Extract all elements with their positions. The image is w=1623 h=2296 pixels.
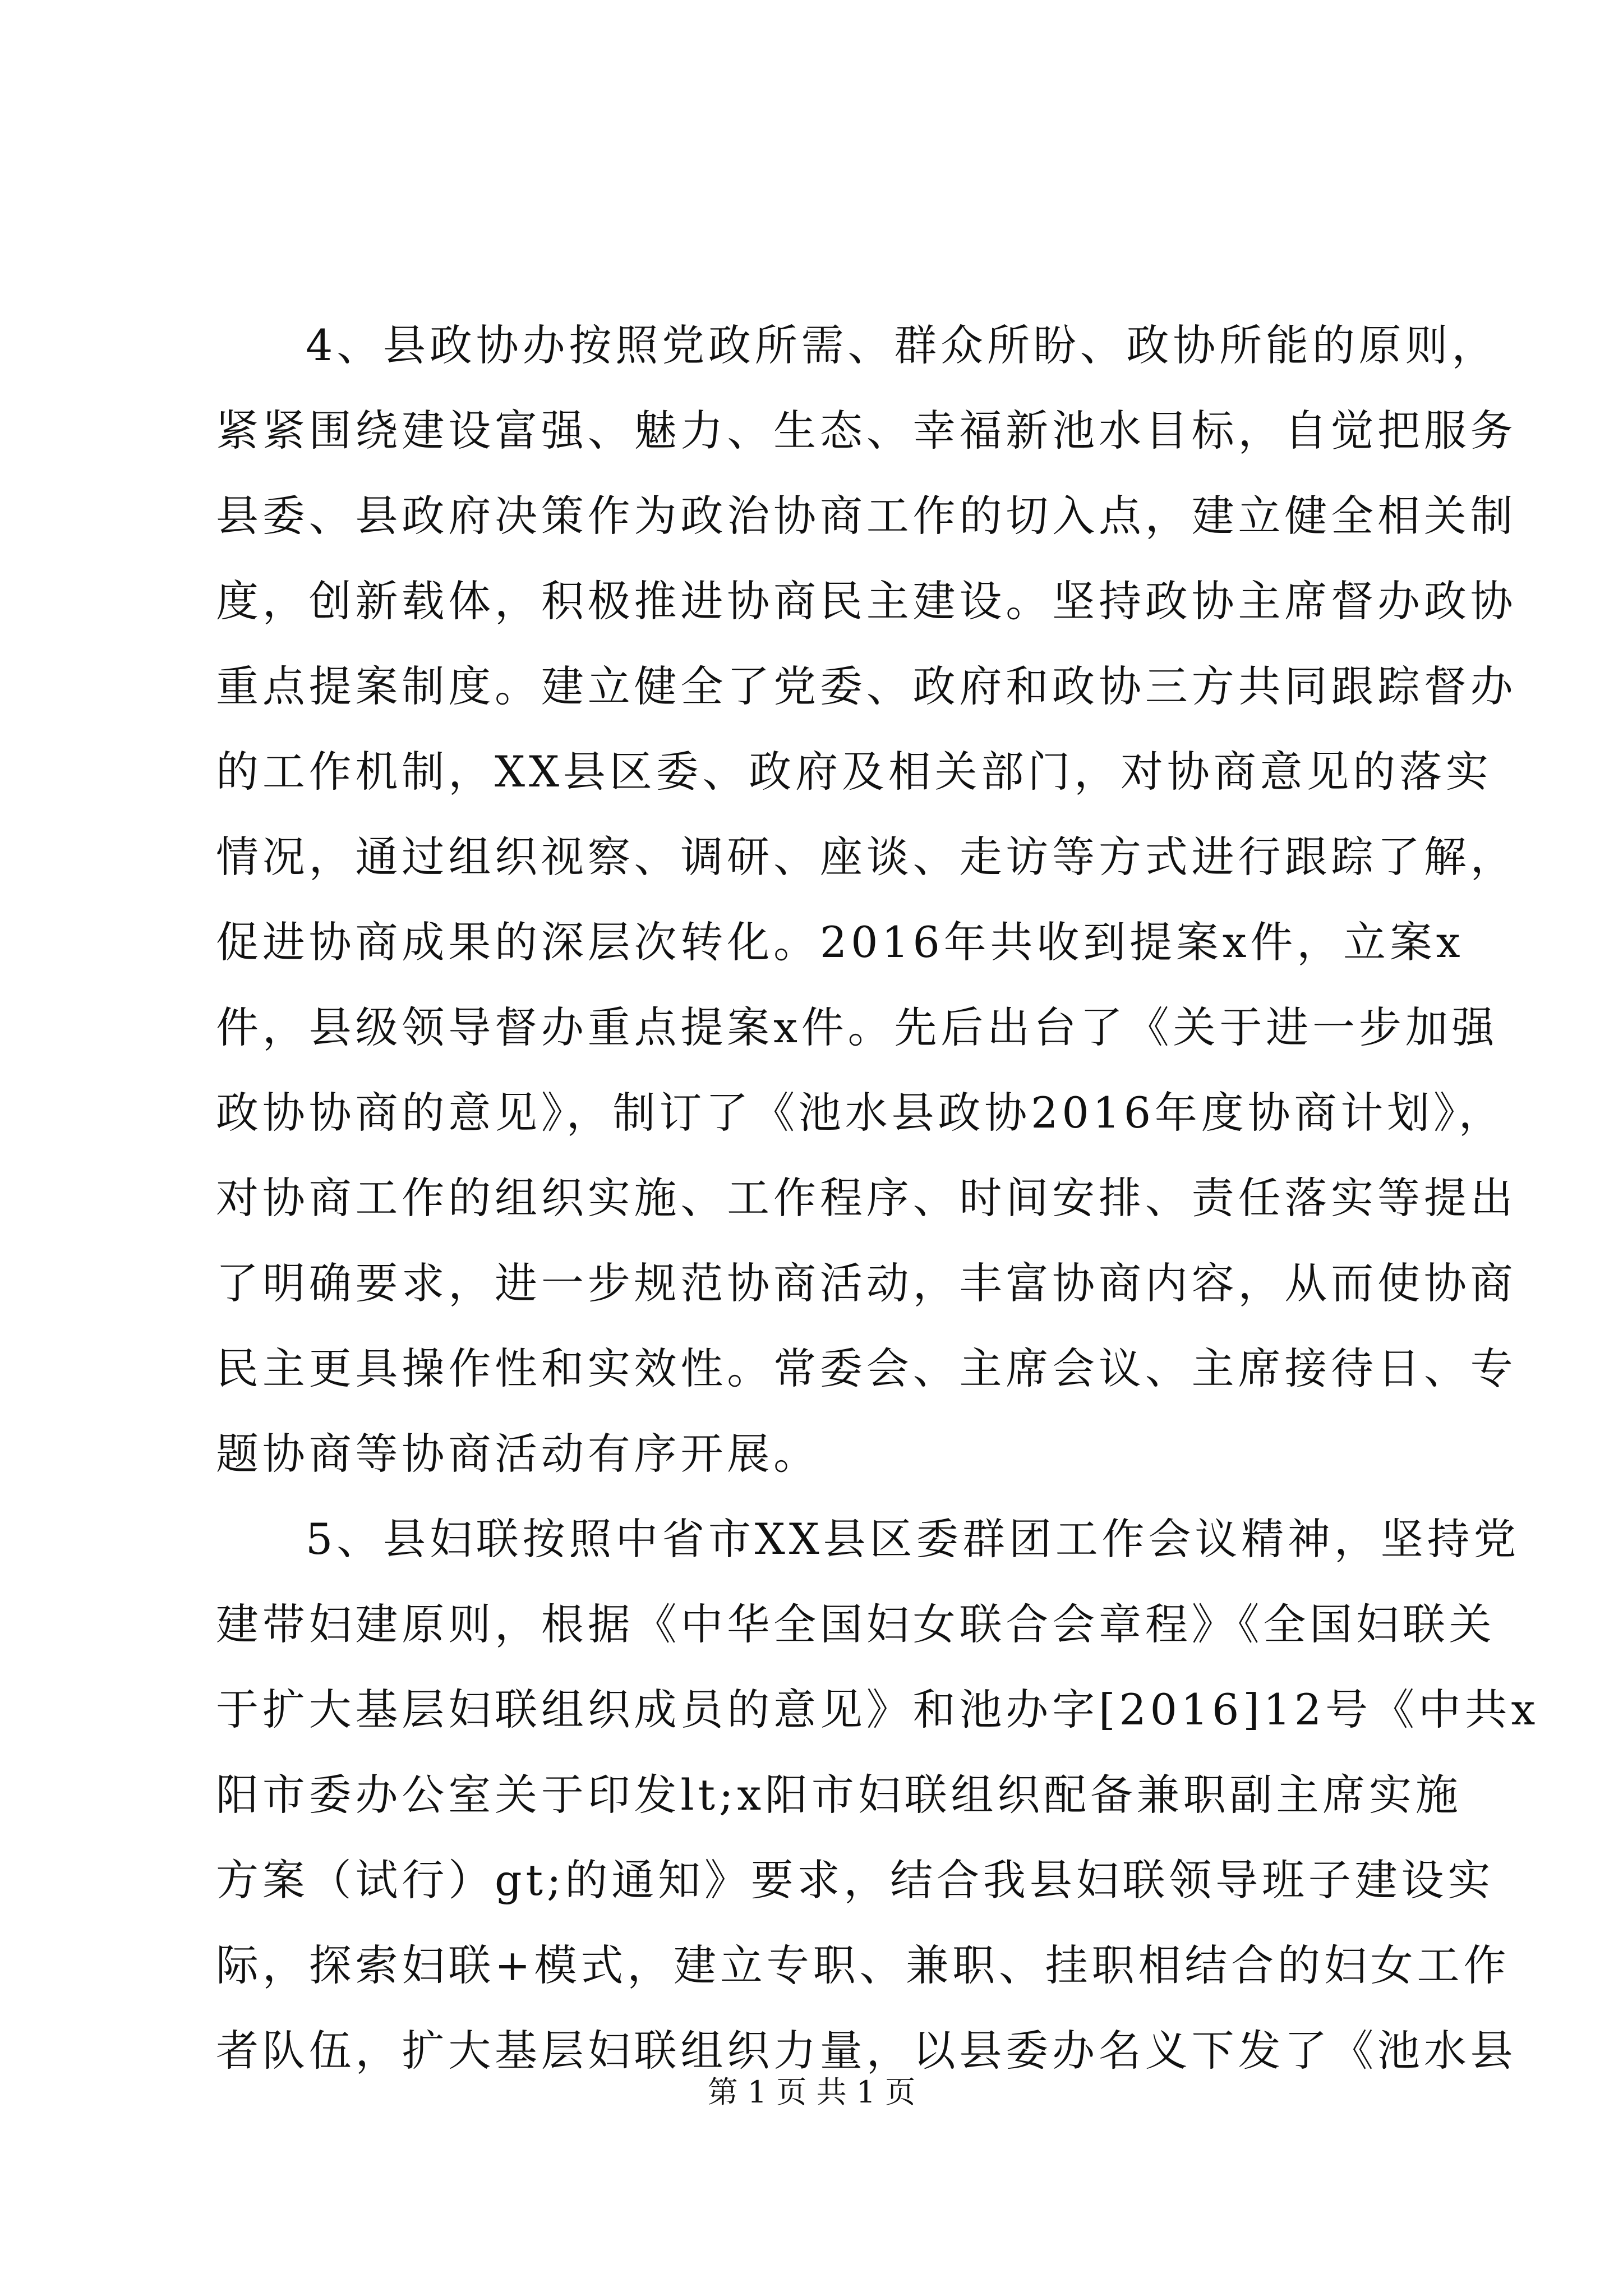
- paragraph-5: [216, 1497, 1539, 2093]
- text-line: 度，创新载体，积极推进协商民主建设。坚持政协主席督办政协: [216, 576, 1517, 626]
- text-line: 了明确要求，进一步规范协商活动，丰富协商内容，从而使协商: [216, 1258, 1517, 1308]
- text-line: 紧紧围绕建设富强、魅力、生态、幸福新池水目标，自觉把服务: [216, 406, 1517, 455]
- text-line: 际，探索妇联+模式，建立专职、兼职、挂职相结合的妇女工作: [216, 1940, 1510, 1990]
- text-line: 的工作机制，XX县区委、政府及相关部门，对协商意见的落实: [216, 747, 1492, 797]
- text-line: 建带妇建原则，根据《中华全国妇女联合会章程》《全国妇联关: [216, 1599, 1496, 1649]
- text-line: 民主更具操作性和实效性。常委会、主席会议、主席接待日、专: [216, 1343, 1517, 1393]
- text-line: 促进协商成果的深层次转化。2016年共收到提案x件，立案x: [216, 917, 1464, 967]
- text-line: 4、县政协办按照党政所需、群众所盼、政协所能的原则，: [306, 320, 1498, 370]
- text-line: 者队伍，扩大基层妇联组织力量，以县委办名义下发了《池水县: [216, 2026, 1517, 2076]
- text-line: 对协商工作的组织实施、工作程序、时间安排、责任落实等提出: [216, 1173, 1517, 1223]
- text-line: 情况，通过组织视察、调研、座谈、走访等方式进行跟踪了解，: [216, 832, 1517, 882]
- text-line: 政协协商的意见》，制订了《池水县政协2016年度协商计划》，: [216, 1088, 1505, 1138]
- text-line: 重点提案制度。建立健全了党委、政府和政协三方共同跟踪督办: [216, 661, 1517, 711]
- paragraph-4: [216, 303, 1517, 1497]
- page-footer: 第 1 页 共 1 页: [707, 2074, 916, 2110]
- document-body: [216, 303, 1539, 2093]
- text-line: 方案（试行）gt;的通知》要求，结合我县妇联领导班子建设实: [216, 1855, 1495, 1905]
- text-line: 县委、县政府决策作为政治协商工作的切入点，建立健全相关制: [216, 491, 1517, 541]
- text-line: 件，县级领导督办重点提案x件。先后出台了《关于进一步加强: [216, 1002, 1498, 1052]
- text-line: 题协商等协商活动有序开展。: [216, 1429, 820, 1479]
- text-line: 5、县妇联按照中省市XX县区委群团工作会议精神，坚持党: [306, 1514, 1520, 1564]
- text-line: 于扩大基层妇联组织成员的意见》和池办字[2016]12号《中共x: [216, 1685, 1539, 1734]
- text-line: 阳市委办公室关于印发lt;x阳市妇联组织配备兼职副主席实施: [216, 1770, 1462, 1820]
